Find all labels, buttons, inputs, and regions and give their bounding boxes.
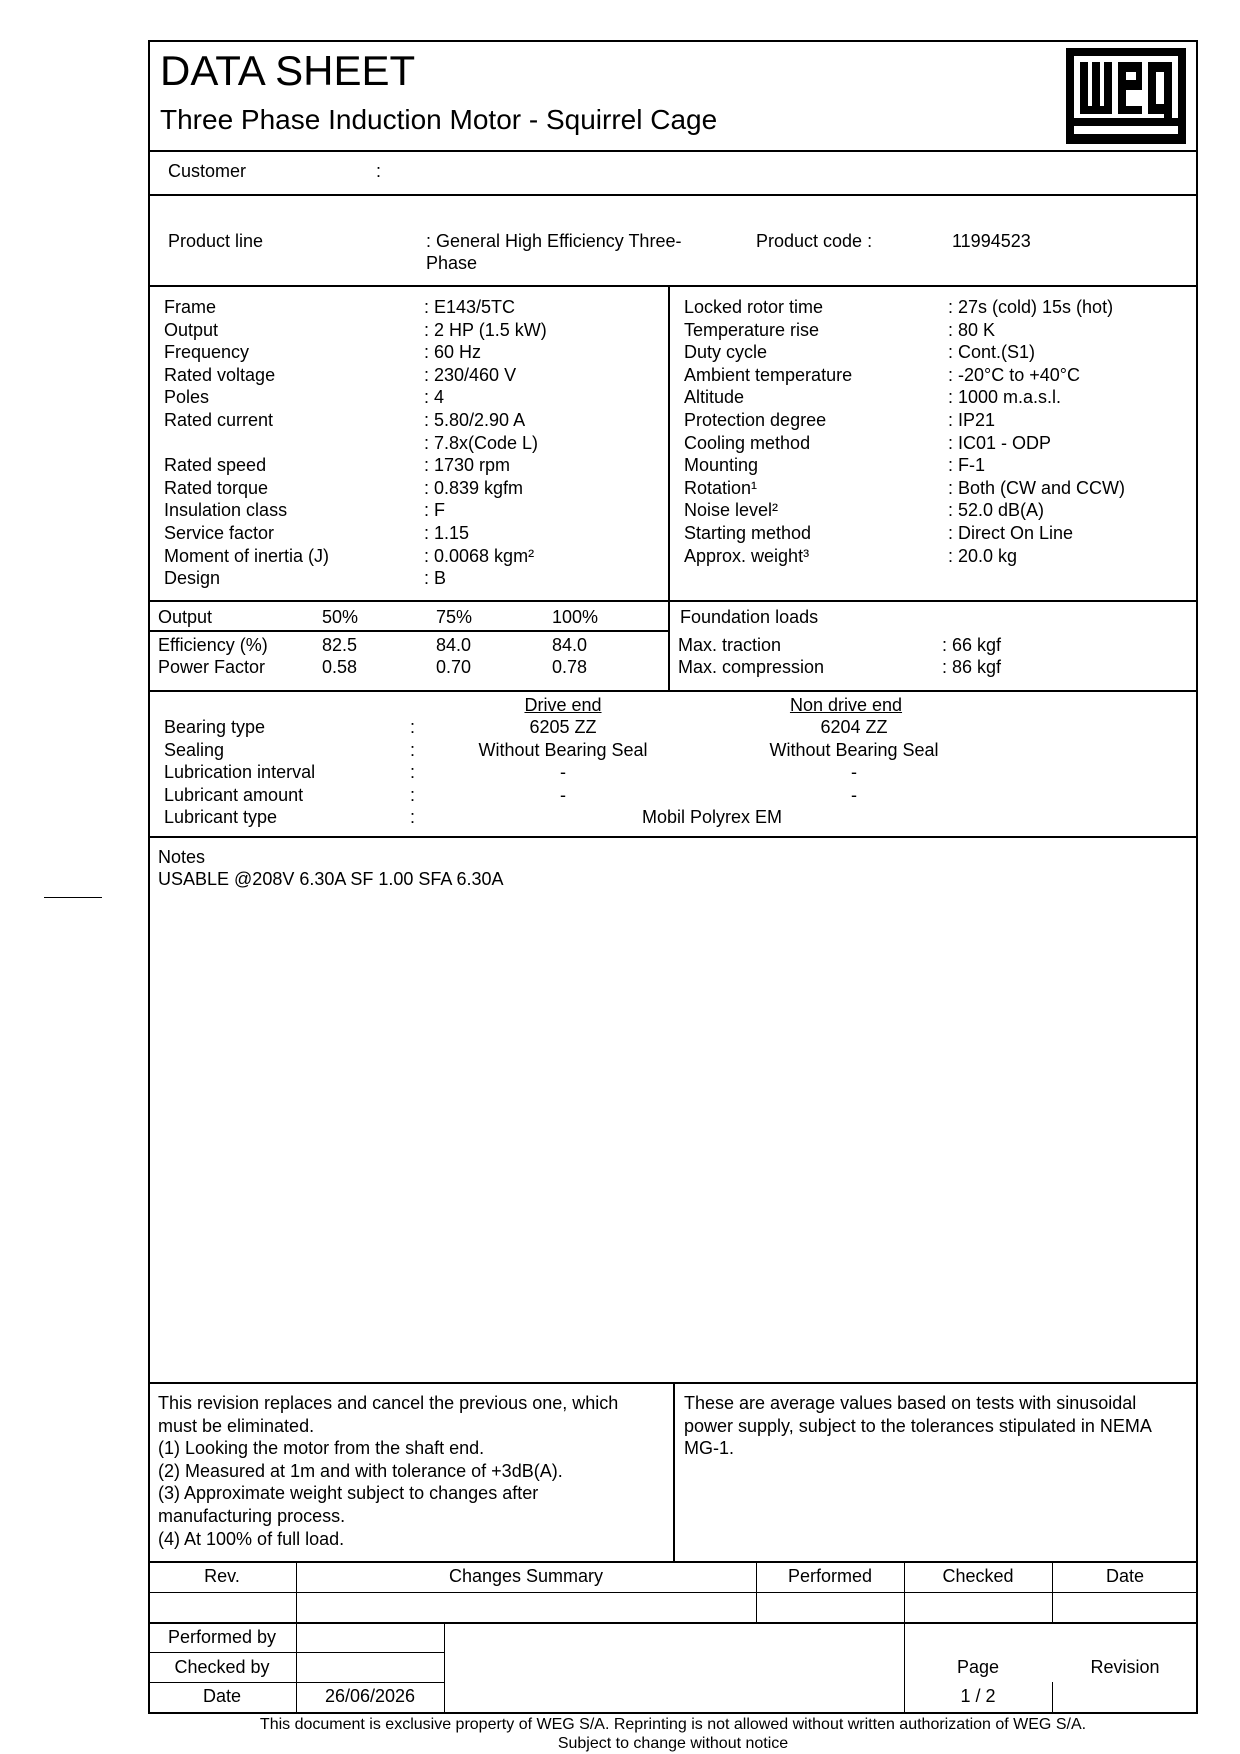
performance-header-100: 100% [552, 607, 599, 627]
spec-value: : 0.0068 kgm² [424, 546, 535, 566]
weg-logo-icon [1066, 48, 1186, 144]
product-line-label: Product line [168, 231, 264, 251]
footnote-line: This revision replaces and cancel the previous one, which [158, 1393, 619, 1413]
spec-value: : B [424, 568, 447, 588]
bearing-row-label: Bearing type [164, 717, 266, 737]
spec-value: : 2 HP (1.5 kW) [424, 320, 547, 340]
spec-value: : IC01 - ODP [948, 433, 1052, 453]
spec-label: Poles [164, 387, 210, 407]
spec-label: Frame [164, 297, 217, 317]
foundation-loads-title: Foundation loads [680, 607, 819, 627]
bearing-row-separator: : [410, 785, 416, 805]
performed-header: Performed [787, 1566, 873, 1586]
max-compression-value: : 86 kgf [942, 657, 1002, 677]
efficiency-75: 84.0 [436, 635, 472, 655]
spec-value: : 0.839 kgfm [424, 478, 524, 498]
spec-label: Moment of inertia (J) [164, 546, 330, 566]
spec-value: : IP21 [948, 410, 996, 430]
performance-header-output: Output [158, 607, 213, 627]
spec-value: : 230/460 V [424, 365, 517, 385]
spec-label: Rotation¹ [684, 478, 758, 498]
date-label: Date [202, 1686, 242, 1706]
footer-notice: Subject to change without notice [557, 1735, 789, 1752]
spec-value: : 1730 rpm [424, 455, 511, 475]
efficiency-label: Efficiency (%) [158, 635, 268, 655]
power-factor-75: 0.70 [436, 657, 472, 677]
efficiency-100: 84.0 [552, 635, 588, 655]
bearing-row-non-drive-end: - [851, 762, 857, 782]
spec-value: : Cont.(S1) [948, 342, 1036, 362]
product-line-value-cont: Phase [426, 253, 478, 273]
spec-label: Rated voltage [164, 365, 276, 385]
bearing-row-label: Sealing [164, 740, 225, 760]
spec-value: : E143/5TC [424, 297, 516, 317]
checked-header: Checked [942, 1566, 1014, 1586]
lubricant-type-value: Mobil Polyrex EM [641, 807, 783, 827]
customer-separator: : [376, 161, 382, 181]
notes-title: Notes [158, 847, 206, 867]
bearing-row-drive-end: - [560, 785, 566, 805]
footer-copyright: This document is exclusive property of WEG S/A. Reprinting is not allowed without written authorization of WEG S/A. [259, 1716, 1087, 1733]
footnote-line: must be eliminated. [158, 1416, 315, 1436]
spec-label: Insulation class [164, 500, 288, 520]
notes-text: USABLE @208V 6.30A SF 1.00 SFA 6.30A [158, 869, 504, 889]
spec-value: : 20.0 kg [948, 546, 1018, 566]
spec-value: : 80 K [948, 320, 996, 340]
bearing-row-drive-end: - [560, 762, 566, 782]
spec-label: Starting method [684, 523, 812, 543]
spec-label: Mounting [684, 455, 759, 475]
spec-label: Rated current [164, 410, 274, 430]
document-subtitle: Three Phase Induction Motor - Squirrel Cage [160, 104, 718, 135]
performed-by-label: Performed by [167, 1627, 277, 1647]
drive-end-header: Drive end [524, 695, 602, 715]
spec-value: : 27s (cold) 15s (hot) [948, 297, 1114, 317]
lubricant-type-separator: : [410, 807, 416, 827]
spec-value: : F-1 [948, 455, 986, 475]
spec-value: : 1000 m.a.s.l. [948, 387, 1062, 407]
spec-label: Frequency [164, 342, 250, 362]
spec-value: : Direct On Line [948, 523, 1074, 543]
spec-value: : 7.8x(Code L) [424, 433, 539, 453]
spec-label: Duty cycle [684, 342, 768, 362]
spec-value: : 1.15 [424, 523, 470, 543]
non-drive-end-header: Non drive end [789, 695, 903, 715]
product-code-value: 11994523 [952, 231, 1031, 251]
document-title: DATA SHEET [160, 47, 416, 94]
footnote-line: (4) At 100% of full load. [158, 1529, 345, 1549]
spec-value: : 5.80/2.90 A [424, 410, 526, 430]
spec-label: Noise level² [684, 500, 779, 520]
margin-mark [44, 897, 102, 898]
spec-label: Locked rotor time [684, 297, 824, 317]
bearing-row-non-drive-end: Without Bearing Seal [769, 740, 939, 760]
spec-label: Approx. weight³ [684, 546, 810, 566]
bearing-row-non-drive-end: - [851, 785, 857, 805]
footnote-line: power supply, subject to the tolerances stipulated in NEMA [684, 1416, 1152, 1436]
spec-label: Altitude [684, 387, 745, 407]
lubricant-type-label: Lubricant type [164, 807, 278, 827]
spec-label: Output [164, 320, 219, 340]
spec-label: Design [164, 568, 221, 588]
spec-label: Rated speed [164, 455, 267, 475]
bearing-row-drive-end: Without Bearing Seal [478, 740, 648, 760]
page-value: 1 / 2 [960, 1686, 996, 1706]
bearing-row-separator: : [410, 762, 416, 782]
performance-header-75: 75% [436, 607, 473, 627]
bearing-row-label: Lubricant amount [164, 785, 304, 805]
checked-by-label: Checked by [174, 1657, 270, 1677]
spec-value: : F [424, 500, 445, 520]
revision-label: Revision [1090, 1657, 1160, 1677]
max-traction-label: Max. traction [678, 635, 782, 655]
page-label: Page [956, 1657, 1000, 1677]
power-factor-label: Power Factor [158, 657, 266, 677]
bearing-row-separator: : [410, 740, 416, 760]
max-traction-value: : 66 kgf [942, 635, 1002, 655]
bearing-row-separator: : [410, 717, 416, 737]
date-header: Date [1105, 1566, 1145, 1586]
spec-value: : 52.0 dB(A) [948, 500, 1045, 520]
spec-value: : 4 [424, 387, 445, 407]
spec-label: Protection degree [684, 410, 827, 430]
footnote-line: (2) Measured at 1m and with tolerance of +3dB(A). [158, 1461, 563, 1481]
customer-label: Customer [168, 161, 247, 181]
spec-value: : 60 Hz [424, 342, 482, 362]
spec-label: Temperature rise [684, 320, 820, 340]
spec-label: Ambient temperature [684, 365, 853, 385]
bearing-row-drive-end: 6205 ZZ [529, 717, 597, 737]
changes-summary-header: Changes Summary [448, 1566, 604, 1586]
spec-label: Service factor [164, 523, 275, 543]
power-factor-50: 0.58 [322, 657, 358, 677]
product-line-value: : General High Efficiency Three- [426, 231, 682, 251]
footnote-line: (3) Approximate weight subject to changes after [158, 1483, 539, 1503]
footnote-line: manufacturing process. [158, 1506, 346, 1526]
footnote-line: MG-1. [684, 1438, 735, 1458]
performance-header-50: 50% [322, 607, 359, 627]
bearing-row-non-drive-end: 6204 ZZ [820, 717, 888, 737]
footnote-line: These are average values based on tests with sinusoidal [684, 1393, 1137, 1413]
power-factor-100: 0.78 [552, 657, 588, 677]
max-compression-label: Max. compression [678, 657, 825, 677]
bearing-row-label: Lubrication interval [164, 762, 316, 782]
footnote-line: (1) Looking the motor from the shaft end. [158, 1438, 485, 1458]
spec-label: Cooling method [684, 433, 811, 453]
spec-value: : Both (CW and CCW) [948, 478, 1126, 498]
rev-header: Rev. [204, 1566, 240, 1586]
spec-label: Rated torque [164, 478, 269, 498]
product-code-label: Product code : [756, 231, 873, 251]
efficiency-50: 82.5 [322, 635, 358, 655]
date-value: 26/06/2026 [324, 1686, 416, 1706]
spec-value: : -20°C to +40°C [948, 365, 1080, 385]
